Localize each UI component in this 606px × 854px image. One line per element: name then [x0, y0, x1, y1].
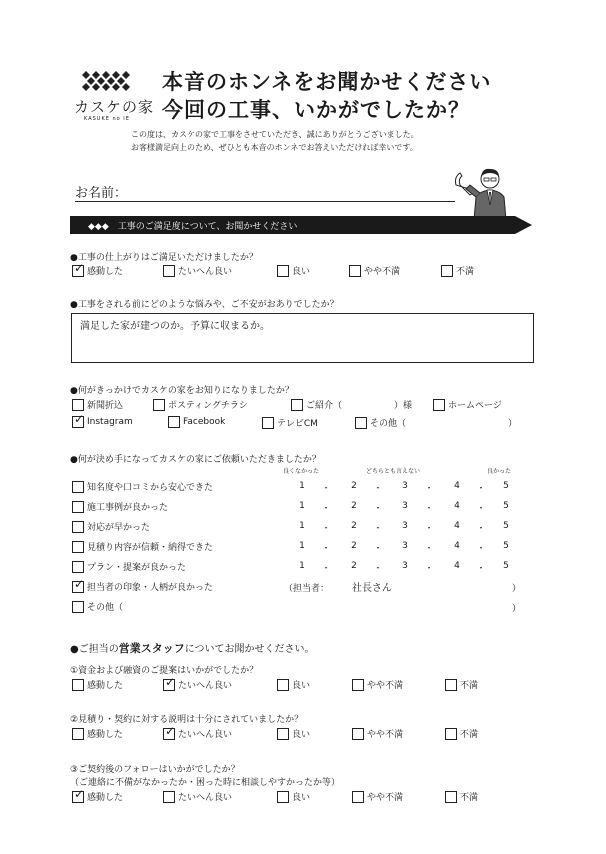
check-mark-icon: ✓	[74, 786, 85, 801]
check-mark-icon: ✓	[74, 260, 85, 275]
staff-close-paren: ）	[512, 584, 522, 594]
scale-label-good: 良かった	[487, 468, 512, 475]
rating-separator: ・	[476, 544, 486, 554]
rating-number[interactable]: 3	[402, 481, 408, 491]
checkbox[interactable]	[72, 786, 85, 803]
rating-separator: ・	[373, 504, 383, 514]
q4-item-5[interactable]: プラン・提案が良かった	[72, 560, 186, 573]
q4-text: ●何が決め手になってカスケの家にご依頼いただきましたか？	[70, 455, 321, 465]
rating-number[interactable]: 4	[454, 501, 460, 511]
rating-separator: ・	[424, 484, 434, 494]
q1-option-5[interactable]: 不満	[441, 264, 474, 277]
rating-separator: ・	[476, 524, 486, 534]
checkbox[interactable]	[277, 265, 289, 277]
q1-option-3[interactable]: 良い	[277, 264, 310, 277]
sq1-option-2[interactable]: ✓ たいへん良い	[165, 674, 233, 691]
q4-item-other[interactable]: その他（	[72, 600, 123, 613]
rating-number[interactable]: 5	[503, 481, 509, 491]
q1-text: ●工事の仕上がりはご満足いただけましたか？	[70, 253, 258, 263]
rating-number[interactable]: 4	[454, 481, 460, 491]
sq3-option-4[interactable]: やや不満	[352, 790, 403, 803]
rating-number[interactable]: 2	[351, 501, 357, 511]
staff-illustration-icon	[452, 165, 532, 220]
sq3-text: ③ご契約後のフォローはいかがでしたか？	[70, 765, 240, 775]
scale-label-neutral: どちらとも言えない	[366, 468, 421, 475]
rating-separator: ・	[476, 504, 486, 514]
rating-number[interactable]: 5	[503, 561, 509, 571]
sq2-text: ②見積り・契約に対する説明は十分にされていましたか？	[70, 715, 304, 725]
checkbox[interactable]	[163, 674, 176, 691]
checkbox[interactable]	[277, 728, 289, 740]
checkbox[interactable]	[168, 416, 180, 428]
checkbox[interactable]	[72, 601, 84, 613]
q2-text: ●工事をされる前にどのような悩みや、ご不安がおありでしたか？	[70, 300, 339, 310]
checkbox[interactable]	[163, 791, 175, 803]
rating-number[interactable]: 3	[402, 561, 408, 571]
checkbox[interactable]	[352, 728, 364, 740]
sq3-option-5[interactable]: 不満	[445, 790, 478, 803]
rating-number[interactable]: 4	[454, 521, 460, 531]
checkbox[interactable]	[262, 417, 274, 429]
sq1-option-1[interactable]: 感動した	[72, 678, 123, 691]
rating-separator: ・	[321, 504, 331, 514]
rating-separator: ・	[476, 484, 486, 494]
q3-option-facebook[interactable]: Facebook	[168, 416, 225, 428]
checkbox[interactable]	[277, 791, 289, 803]
q3-option-tvcm[interactable]: テレビCM	[262, 416, 318, 429]
checkbox[interactable]	[355, 417, 367, 429]
sq2-option-5[interactable]: 不満	[445, 727, 478, 740]
name-label: お名前：	[75, 186, 128, 201]
rating-separator: ・	[321, 484, 331, 494]
rating-number[interactable]: 3	[402, 521, 408, 531]
checkbox[interactable]	[72, 501, 84, 513]
sq3-option-2[interactable]: たいへん良い	[163, 790, 232, 803]
q3-text: ●何がきっかけでカスケの家をお知りになりましたか？	[70, 386, 294, 396]
rating-separator: ・	[373, 544, 383, 554]
intro-line1: この度は、カスケの家で工事をさせていただき、誠にありがとうございました。	[131, 130, 419, 139]
checkbox[interactable]	[441, 265, 453, 277]
rating-separator: ・	[424, 504, 434, 514]
q4-item-3[interactable]: 対応が早かった	[72, 520, 150, 533]
sq2-option-3[interactable]: 良い	[277, 727, 310, 740]
logo-subtitle: KASUKE no IE	[84, 116, 130, 122]
rating-separator: ・	[424, 564, 434, 574]
section-banner-text: ◆◆◆ 工事のご満足度について、お聞かせください	[88, 222, 298, 232]
rating-separator: ・	[373, 564, 383, 574]
check-mark-icon: ✓	[74, 412, 85, 426]
check-mark-icon: ✓	[74, 576, 85, 591]
logo-name: カスケの家	[74, 98, 155, 116]
logo-mark-icon	[81, 70, 133, 92]
q2-handwritten-answer: 満足した家が建つのか。予算に収まるか。	[80, 321, 270, 332]
q4-item-1[interactable]: 知名度や口コミから安心できた	[72, 480, 213, 493]
check-mark-icon: ✓	[165, 674, 176, 689]
q3-option-referral[interactable]: ご紹介（	[291, 398, 342, 411]
page-title-line2: 今回の工事、いかがでしたか？	[162, 98, 470, 122]
rating-number[interactable]: 5	[503, 541, 509, 551]
sq1-option-5[interactable]: 不満	[445, 678, 478, 691]
q4-item-2[interactable]: 施工事例が良かった	[72, 500, 168, 513]
rating-number[interactable]: 4	[454, 541, 460, 551]
sq2-option-4[interactable]: やや不満	[352, 727, 403, 740]
rating-number[interactable]: 4	[454, 561, 460, 571]
rating-separator: ・	[321, 544, 331, 554]
q3-option-homepage[interactable]: ホームページ	[433, 398, 502, 411]
checkbox[interactable]	[277, 679, 289, 691]
rating-number[interactable]: 5	[503, 501, 509, 511]
rating-number[interactable]: 3	[402, 501, 408, 511]
staff-name-handwritten: 社長さん	[352, 583, 392, 594]
checkbox[interactable]	[352, 791, 364, 803]
rating-number[interactable]: 1	[299, 541, 305, 551]
checkbox[interactable]	[445, 791, 457, 803]
rating-separator: ・	[476, 564, 486, 574]
other-close-paren: ）	[512, 604, 522, 614]
rating-separator: ・	[373, 524, 383, 534]
rating-number[interactable]: 2	[351, 481, 357, 491]
checkbox[interactable]	[433, 399, 445, 411]
sq2-option-2[interactable]: ✓ たいへん良い	[165, 723, 233, 740]
q4-item-4[interactable]: 見積り内容が信頼・納得できた	[72, 540, 213, 553]
rating-separator: ・	[321, 564, 331, 574]
rating-number[interactable]: 1	[299, 481, 305, 491]
checkbox[interactable]	[72, 561, 84, 573]
checkbox[interactable]	[153, 399, 165, 411]
rating-separator: ・	[321, 524, 331, 534]
staff-section-title: ●ご担当の営業スタッフについてお聞かせください。	[70, 642, 315, 655]
checkbox[interactable]	[72, 521, 84, 533]
checkbox[interactable]	[445, 679, 457, 691]
rating-separator: ・	[424, 544, 434, 554]
name-input-line[interactable]	[75, 201, 455, 202]
check-mark-icon: ✓	[165, 723, 176, 738]
sq3-option-1[interactable]: ✓ 感動した	[74, 786, 124, 803]
sq1-text: ①資金および融資のご提案はいかがでしたか？	[70, 666, 259, 676]
sq1-option-4[interactable]: やや不満	[352, 678, 403, 691]
q1-option-2[interactable]: たいへん良い	[163, 264, 232, 277]
rating-separator: ・	[424, 524, 434, 534]
checkbox[interactable]	[72, 412, 85, 428]
q1-option-1[interactable]: ✓ 感動した	[74, 260, 124, 277]
rating-number[interactable]: 2	[351, 521, 357, 531]
checkbox[interactable]	[163, 723, 176, 740]
checkbox[interactable]	[72, 399, 84, 411]
checkbox[interactable]	[72, 728, 84, 740]
staff-label: （担当者：	[284, 584, 330, 594]
rating-separator: ・	[373, 484, 383, 494]
q1-option-4[interactable]: やや不満	[349, 264, 400, 277]
sq3-note: （ご連絡に不備がなかったか・困った時に相談しやすかったか等）	[70, 778, 341, 788]
checkbox[interactable]	[72, 260, 85, 277]
checkbox[interactable]	[445, 728, 457, 740]
q3-option-instagram[interactable]: ✓ Instagram	[74, 412, 133, 427]
checkbox[interactable]	[72, 541, 84, 553]
page-title-line1: 本音のホンネをお聞かせください	[162, 70, 492, 94]
rating-number[interactable]: 2	[351, 561, 357, 571]
rating-number[interactable]: 1	[299, 561, 305, 571]
q3-option-other[interactable]: その他（	[355, 416, 406, 429]
rating-number[interactable]: 1	[299, 521, 305, 531]
q4-item-staff[interactable]: ✓ 担当者の印象・人柄が良かった	[74, 576, 214, 593]
checkbox[interactable]	[163, 265, 175, 277]
sq1-option-3[interactable]: 良い	[277, 678, 310, 691]
checkbox[interactable]	[291, 399, 303, 411]
intro-line2: お客様満足向上のため、ぜひとも本音のホンネでお答えいただければ幸いです。	[131, 143, 418, 152]
q3-referral-close: ）様	[394, 401, 413, 411]
sq3-option-3[interactable]: 良い	[277, 790, 310, 803]
sq2-option-1[interactable]: 感動した	[72, 727, 123, 740]
checkbox[interactable]	[72, 481, 84, 493]
rating-number[interactable]: 2	[351, 541, 357, 551]
rating-number[interactable]: 5	[503, 521, 509, 531]
q3-option-newspaper[interactable]: 新聞折込	[72, 398, 123, 411]
checkbox[interactable]	[352, 679, 364, 691]
rating-number[interactable]: 1	[299, 501, 305, 511]
checkbox[interactable]	[72, 679, 84, 691]
rating-number[interactable]: 3	[402, 541, 408, 551]
q3-other-close: ）	[508, 419, 518, 429]
checkbox[interactable]	[349, 265, 361, 277]
scale-label-bad: 良くなかった	[283, 468, 320, 475]
q3-option-posting[interactable]: ポスティングチラシ	[153, 398, 248, 411]
checkbox[interactable]	[72, 576, 85, 593]
